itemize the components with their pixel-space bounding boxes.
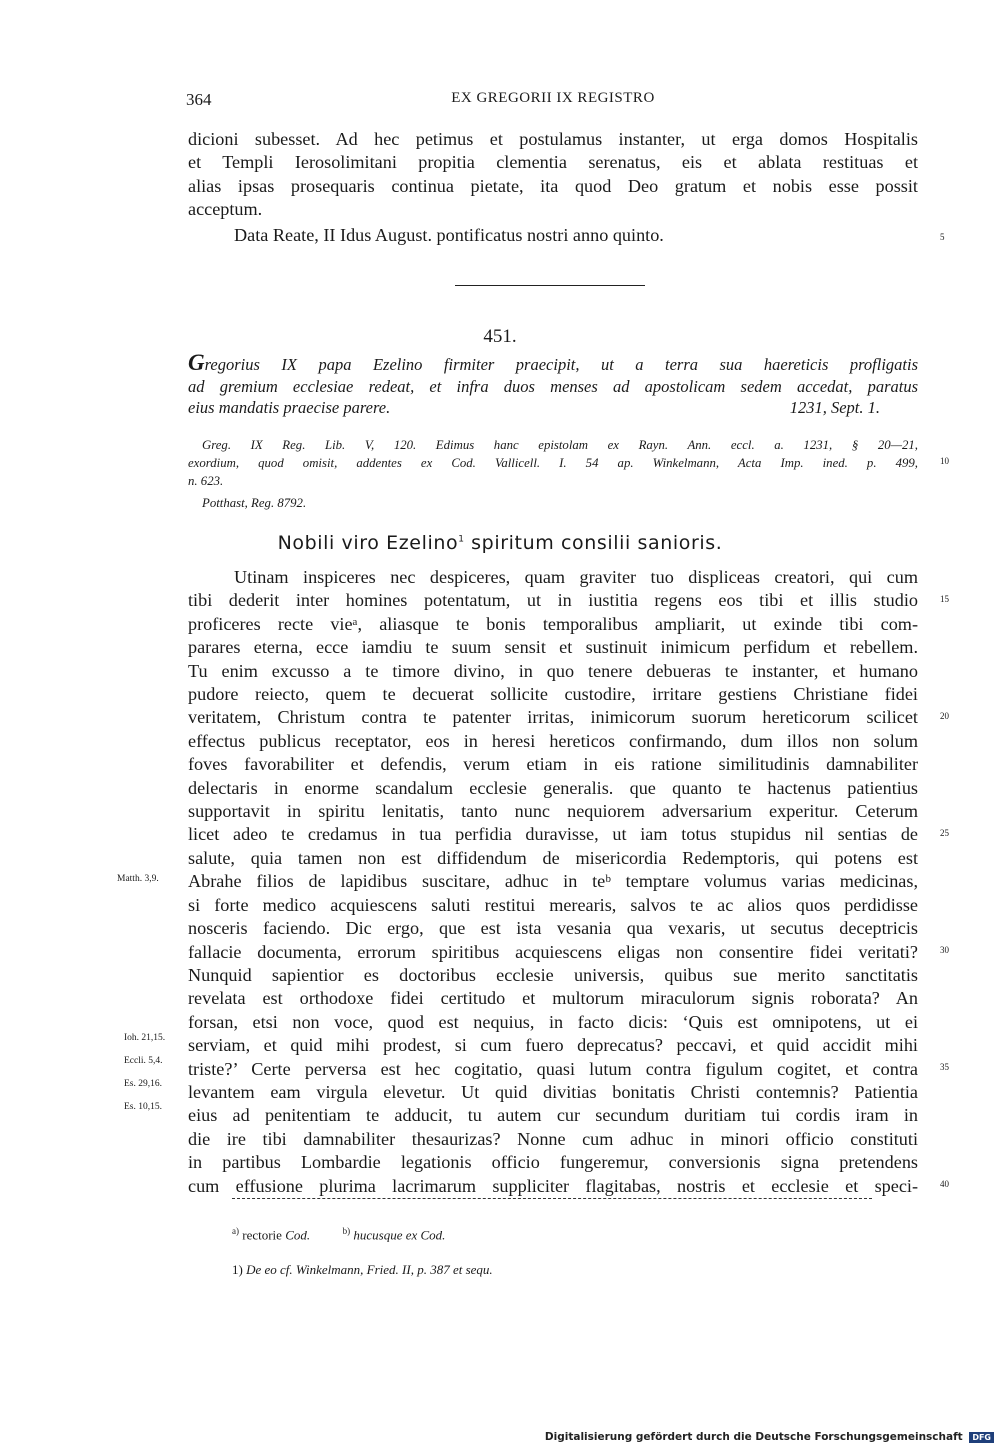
regest-line: Gregorius IX papa Ezelino firmiter praecipit, ut a terra sua haereticis profligatis [188, 350, 918, 375]
regest-line: ad gremium ecclesiae redeat, et infra duos menses ad apostolicam sedem accedat, paratus [188, 376, 918, 396]
running-head: EX GREGORII IX REGISTRO [451, 90, 655, 106]
body-line: salute, quia tamen non est diffidendum de misericordia Redemptoris, qui potens est [188, 847, 918, 868]
body-line: triste?’ Certe perversa est hec cogitatio, quasi lutum contra figulum cogitet, et contra [188, 1058, 918, 1079]
regest-line: eius mandatis praecise parere. 1231, Sept. 1. [188, 398, 880, 417]
body-line: levantem eam virgula elevetur. Ut quid divitias bonitatis Christi contemnis? Patientia [188, 1081, 918, 1102]
line-number: 20 [940, 711, 949, 721]
body-line: eius ad penitentiam te adducit, tu autem cur secundum duritiam tui cordis iram in [188, 1105, 918, 1126]
body-line: supportavit in spiritu lenitatis, tanto nunc nequiorem adversarium experitur. Ceterum [188, 801, 918, 822]
body-line: effectus publicus receptator, eos in heresi hereticos confirmando, dum illos non solum [188, 730, 918, 751]
line-number: 35 [940, 1062, 949, 1072]
margin-reference: Es. 10,15. [124, 1102, 162, 1112]
source-line: Potthast, Reg. 8792. [202, 496, 307, 510]
footnote-ref: 1 [458, 534, 465, 545]
body-line: pudore reiecto, quem te decuerat sollicite custodire, irritare gestiens Christiane fidei [188, 684, 918, 705]
body-line: revelata est orthodoxe fidei certitudo et multorum miraculorum signis roborata? An [188, 988, 918, 1009]
document-number: 451. [483, 326, 517, 347]
body-line: cum effusione plurima lacrimarum suppliciter flagitabas, nostris et ecclesie et speci- [188, 1175, 918, 1196]
body-line: nosceris faciendo. Dic ergo, que est ista vesania qua vexaris, ut secutus deceptricis [188, 918, 918, 939]
body-line: fallacie documenta, errorum spiritibus acquiescens eligas non consentire fidei veritati? [188, 941, 918, 962]
regest [188, 352, 918, 419]
body-line: delectaris in enorme scandalum ecclesie generalis. que quanto te hactenus patientius [188, 777, 918, 798]
line-number: 40 [940, 1179, 949, 1189]
body-line: die ire tibi damnabiliter thesaurizas? Nonne cum adhuc in minori officio constituti [188, 1128, 918, 1149]
text-line: alias ipsas prosequaris continua pietate, ita quod Deo gratum et nobis esse possit [188, 175, 918, 196]
body-line: tibi dederit inter homines potentatum, ut in iustitia regens eos tibi et illis studio [188, 590, 918, 611]
digitization-credit: Digitalisierung gefördert durch die Deutsche Forschungsgemeinschaft DFG [545, 1431, 994, 1443]
body-line: parares eterna, ecce iamdiu te suum sensit et sustinuit inimicum perfidum et rebellem. [188, 637, 918, 658]
margin-reference: Ioh. 21,15. [124, 1033, 166, 1043]
body-line: licet adeo te credamus in tua perfidia duravisse, ut iam totus stupidus nil sentias de [188, 824, 918, 845]
margin-reference: Es. 29,16. [124, 1079, 162, 1089]
body-line: proficeres recte vieᵃ, aliasque te bonis temporalibus ampliarit, ut exinde tibi com- [188, 613, 918, 634]
line-number: 10 [940, 456, 949, 466]
line-number: 30 [940, 945, 949, 955]
body-line: si forte medico acquiescens saluti restitui merearis, salvos te ac alios quos perdidisse [188, 894, 918, 915]
text-line: acceptum. [188, 199, 263, 220]
margin-reference: Eccli. 5,4. [124, 1056, 163, 1066]
footnote-separator [232, 1198, 872, 1199]
body-line: in partibus Lombardie legationis officio fungeremur, conversionis signa pretendens [188, 1152, 918, 1173]
source-line: exordium, quod omisit, addentes ex Cod. Vallicell. I. 54 ap. Winkelmann, Acta Imp. ined. p. 499, [188, 456, 918, 470]
letter-body [188, 566, 918, 1198]
continuation-text [188, 128, 918, 247]
dfg-logo: DFG [969, 1432, 994, 1443]
body-line: Tu enim excusso a te timore divino, in quo tenere debueras te instanter, et humano [188, 660, 918, 681]
page-number: 364 [186, 90, 212, 109]
critical-apparatus: $^{a)}$ rectorie Cod. $^{b)}$ hucusque ex Cod. [232, 1226, 446, 1243]
body-line: forsan, etsi non voce, quod est nequius, in facto dicis: ‘Quis est omnipotens, ut ei [188, 1011, 918, 1032]
body-line: Abrahe filios de lapidibus suscitare, adhuc in teᵇ temptare volumus varias medicinas, [188, 871, 918, 892]
dating-line: Data Reate, II Idus August. pontificatus nostri anno quinto. [234, 224, 664, 245]
dropcap: G [188, 350, 205, 375]
address-line: Nobili viro Ezelino$^1$ spiritum consilii sanioris. [277, 532, 723, 554]
body-line: Utinam inspiceres nec despiceres, quam graviter tuo displiceas creatori, qui cum [234, 567, 918, 587]
text-line: dicioni subesset. Ad hec petimus et postulamus instanter, ut erga domos Hospitalis [188, 129, 918, 149]
line-number: 25 [940, 828, 949, 838]
footnote: 1) De eo cf. Winkelmann, Fried. II, p. 387 et sequ. [232, 1262, 493, 1277]
page-header [186, 90, 920, 112]
line-number: 15 [940, 594, 949, 604]
body-line: serviam, et quid mihi prodest, si cum fuero deprecatus? peccavi, et quid accidit mihi [188, 1035, 918, 1056]
regest-date: 1231, Sept. 1. [789, 398, 880, 417]
section-separator [455, 285, 645, 286]
body-line: foves favorabiliter et defendis, verum etiam in eis ratione similitudinis damnabiliter [188, 754, 918, 775]
body-line: veritatem, Christum contra te patenter irritas, inimicorum suorum hereticorum scilicet [188, 707, 918, 728]
line-number: 5 [940, 232, 945, 242]
text-line: et Templi Ierosolimitani propitia clementia serenatus, eis et ablata restituas et [188, 152, 918, 173]
body-line: Nunquid sapientior es doctoribus ecclesie universis, quibus sue merito sanctitatis [188, 964, 918, 985]
margin-reference: Matth. 3,9. [117, 874, 159, 884]
source-line: Greg. IX Reg. Lib. V, 120. Edimus hanc epistolam ex Rayn. Ann. eccl. a. 1231, § 20—21, [202, 438, 918, 452]
source-note [188, 436, 918, 512]
source-line: n. 623. [188, 474, 224, 488]
